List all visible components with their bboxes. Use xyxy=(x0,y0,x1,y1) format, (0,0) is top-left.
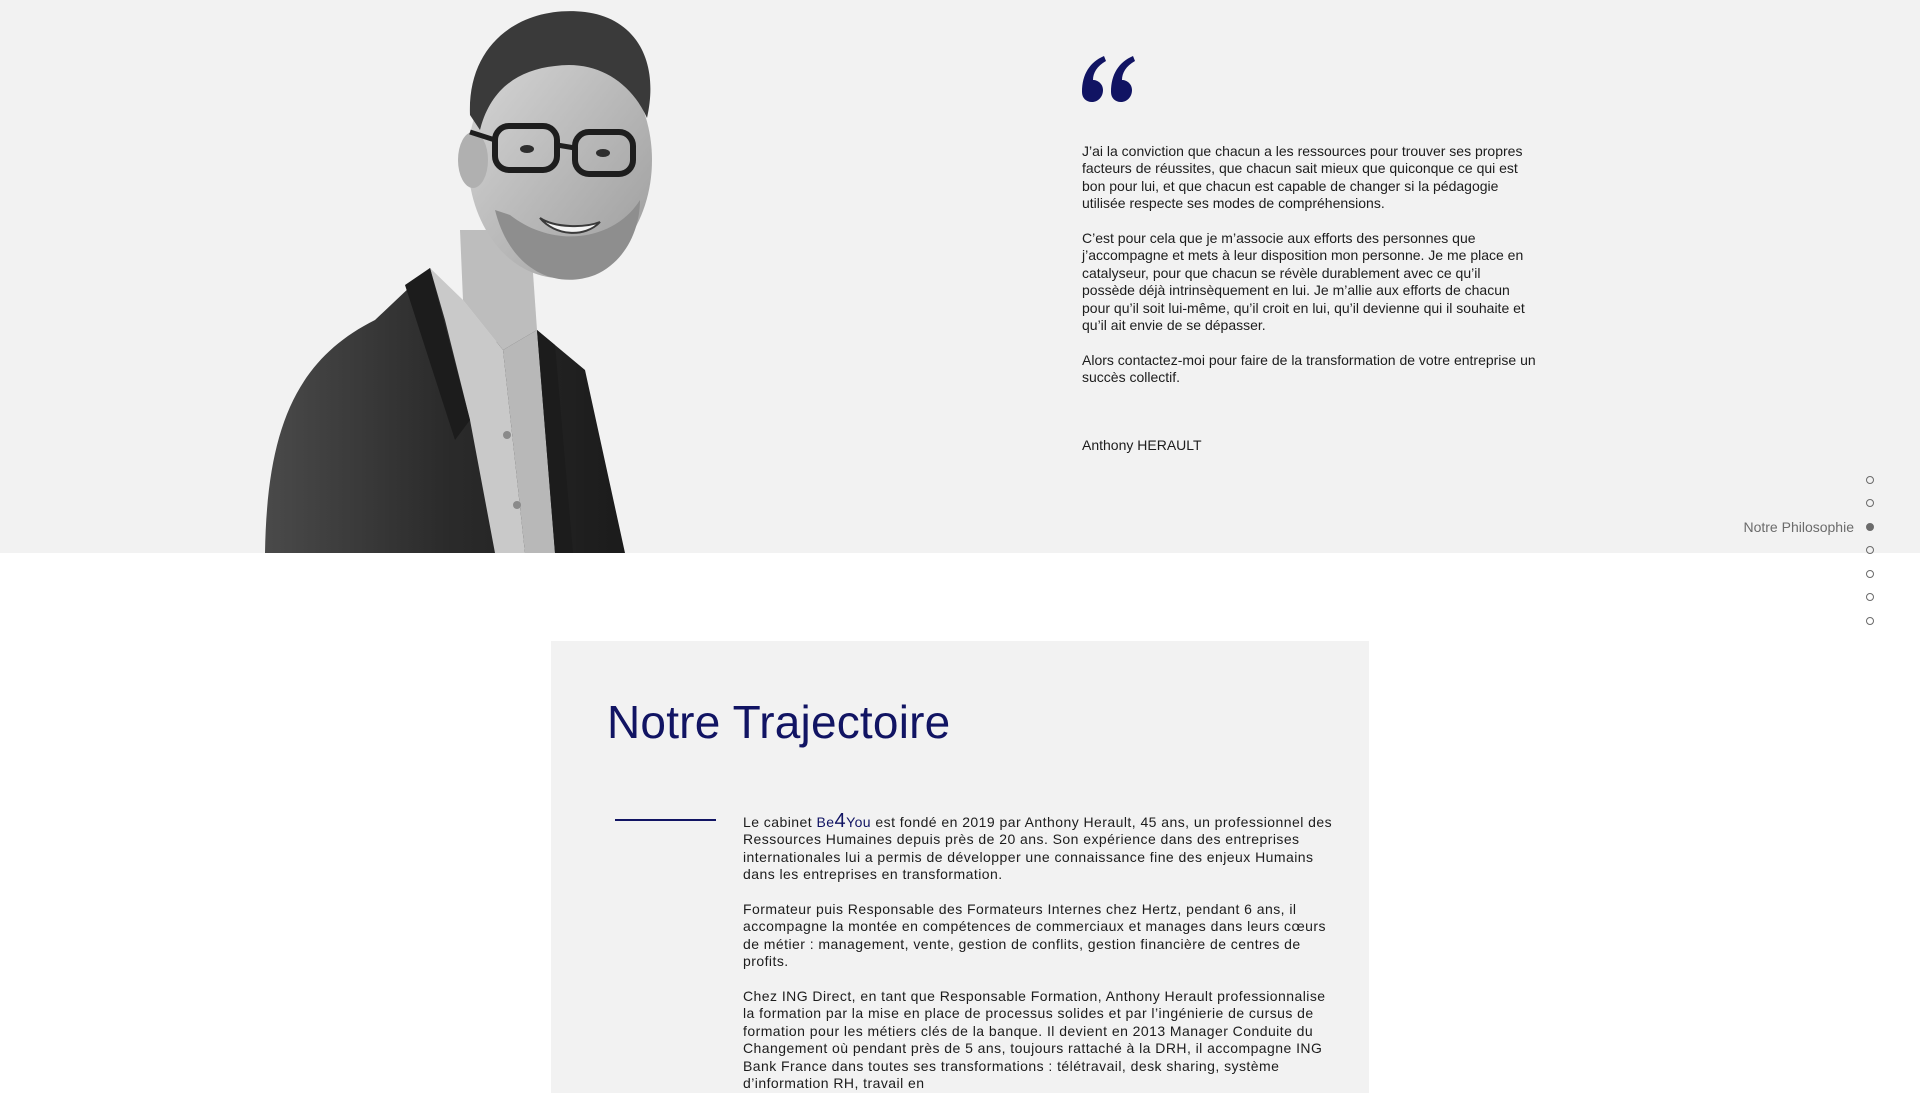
dot-nav-item[interactable] xyxy=(1614,562,1874,586)
dot-nav-item[interactable] xyxy=(1614,492,1874,516)
quote-mark-icon xyxy=(1078,52,1136,112)
trajectory-title: Notre Trajectoire xyxy=(607,696,951,748)
brand-four: 4 xyxy=(834,810,847,832)
trajectory-paragraph: Formateur puis Responsable des Formateurs Internes chez Hertz, pendant 6 ans, il accompagne la montée en compétences de commerciaux et manages dans leurs cœurs de métier : management, vente, gestion de conflits, gestion financière de centres de profits. xyxy=(743,901,1326,970)
quote-paragraph: C’est pour cela que je m’associe aux efforts des personnes que j’accompagne et mets à leur disposition mon personne. Je me place en catalyseur, pour que chacun se révèle durablement avec ce qu’il possède déjà intrinsèquement en lui. Je m’allie aux efforts de chacun pour qu’il soit lui-même, qu’il croit en lui, qu’il devienne qui il souhaite et qu’il ait envie de se dépasser. xyxy=(1082,230,1525,334)
dot-nav-item[interactable] xyxy=(1614,609,1874,633)
trajectory-text xyxy=(743,810,1333,1110)
brand-you: You xyxy=(846,814,872,830)
p1-prefix: Le cabinet xyxy=(743,814,817,830)
founder-portrait xyxy=(255,0,695,553)
title-accent-divider xyxy=(615,819,716,821)
dot-nav-item[interactable] xyxy=(1614,586,1874,610)
trajectory-paragraph: Chez ING Direct, en tant que Responsable Formation, Anthony Herault professionnalise la formation par la mise en place de processus solides et par l’ingénierie de cursus de formation pour les métiers clés de la banque. Il devient en 2013 Manager Conduite du Changement où pendant près de 5 ans, toujours rattaché à la DRH, il accompagne ING Bank France dans toutes ses transformations : télétravail, desk sharing, système d’information RH, travail en xyxy=(743,988,1326,1092)
section-dot-navigation xyxy=(1614,468,1874,633)
brand-name xyxy=(816,810,872,832)
nav-dot-icon[interactable] xyxy=(1866,476,1874,484)
p1-suffix: est fondé en 2019 par Anthony Herault, 45 ans, un professionnel des Ressources Humaines depuis près de 20 ans. Son expérience dans des entreprises internationales lui a permis de développer une connaissance fine des enjeux Humains dans les entreprises en transformation. xyxy=(743,814,1333,883)
quote-signature: Anthony HERAULT xyxy=(1082,437,1202,453)
quote-paragraph: J’ai la conviction que chacun a les ressources pour trouver ses propres facteurs de réussites, que chacun sait mieux que quiconque ce qui est bon pour lui, et que chacun est capable de changer si la pédagogie utilisée respecte ses modes de compréhensions. xyxy=(1082,143,1523,212)
nav-dot-icon[interactable] xyxy=(1866,570,1874,578)
dot-nav-active-label[interactable]: Notre Philosophie xyxy=(1743,518,1854,535)
dot-nav-item[interactable] xyxy=(1614,539,1874,563)
nav-dot-icon[interactable] xyxy=(1866,499,1874,507)
trajectory-section xyxy=(551,641,1369,1093)
trajectory-paragraph xyxy=(743,810,1333,884)
nav-dot-icon[interactable] xyxy=(1866,593,1874,601)
nav-dot-icon[interactable] xyxy=(1866,546,1874,554)
philosophy-quote xyxy=(1082,143,1537,404)
quote-paragraph: Alors contactez-moi pour faire de la transformation de votre entreprise un succès collectif. xyxy=(1082,351,1536,386)
brand-be: Be xyxy=(816,814,835,830)
dot-nav-item[interactable] xyxy=(1614,468,1874,492)
nav-dot-icon[interactable] xyxy=(1866,617,1874,625)
nav-dot-active-icon[interactable] xyxy=(1866,523,1874,531)
dot-nav-item-active[interactable] xyxy=(1614,515,1874,539)
